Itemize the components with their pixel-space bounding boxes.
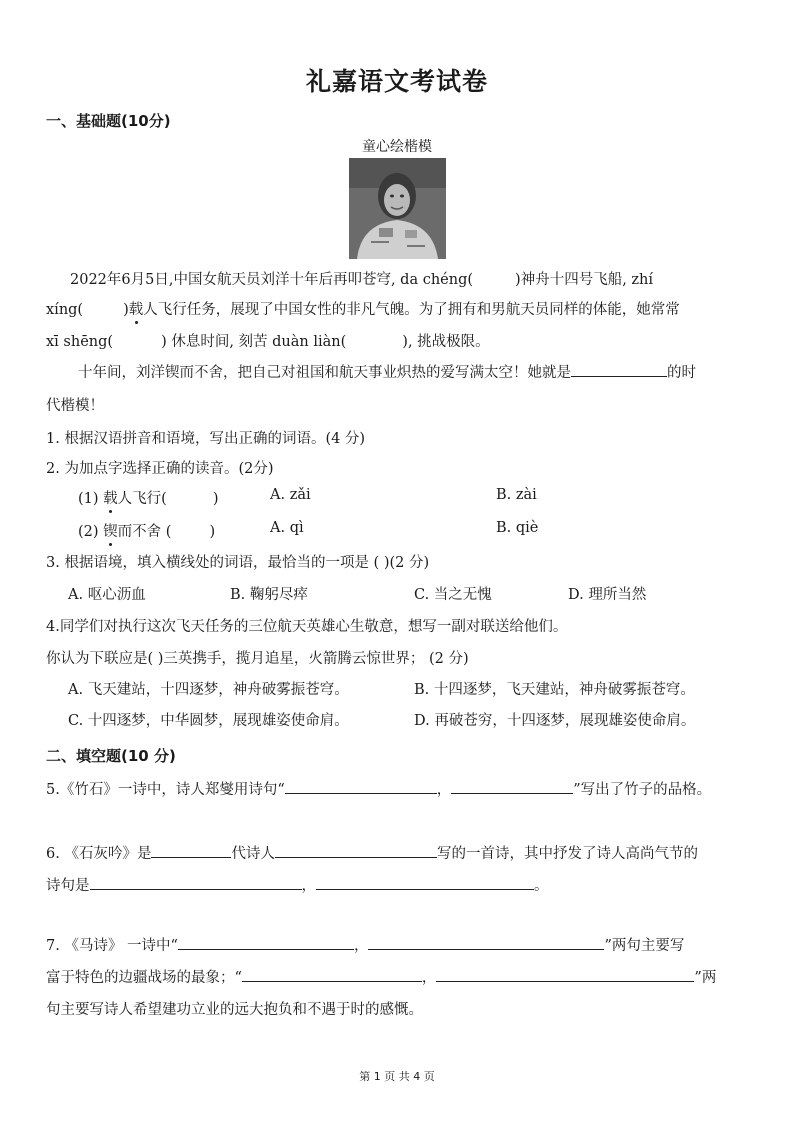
fill-blank-q6-1[interactable]	[90, 875, 302, 890]
question-text: 6. 《石灰吟》是	[46, 846, 152, 862]
pinyin-blank-zhixing[interactable]	[83, 300, 123, 314]
fill-blank-q7-3[interactable]	[242, 967, 422, 982]
question-2-stem: 2. 为加点字选择正确的读音。(2分)	[46, 461, 274, 477]
q2-item1-option-b[interactable]: B. zài	[496, 487, 537, 503]
passage-line-5: 代楷模！	[46, 398, 104, 414]
question-3-stem: 3. 根据语境，填入横线处的词语，最恰当的一项是 ( )(2 分)	[46, 555, 430, 571]
q2-item1-option-a[interactable]: A. zǎi	[270, 487, 311, 503]
fill-blank-q5-1[interactable]	[285, 779, 437, 794]
passage-text: )神舟十四号飞船, zhí	[515, 272, 654, 288]
page-footer: 第 1 页 共 4 页	[359, 1070, 435, 1083]
passage-text: 人飞行任务，展现了中国女性的非凡气魄。为了拥有和男航天员同样的体能，她常常	[143, 302, 680, 318]
q4-option-c[interactable]: C. 十四逐梦，中华圆梦，展现雄姿使命肩。	[68, 713, 349, 729]
question-7-line-1	[46, 934, 684, 955]
passage-line-1	[70, 268, 653, 289]
question-text: ”两句主要写	[604, 938, 685, 954]
question-text: ，	[301, 878, 316, 894]
question-7-line-2	[46, 966, 716, 987]
item-number: (1)	[78, 491, 99, 507]
item-text: )	[212, 491, 219, 507]
page-title: 礼嘉语文考试卷	[305, 67, 488, 96]
pinyin-blank-xisheng[interactable]	[113, 332, 161, 346]
passage-line-2	[46, 298, 680, 319]
fill-blank-q7-4[interactable]	[436, 967, 694, 982]
passage-line-3	[46, 330, 490, 351]
passage-text: 2022年6月5日,中国女航天员刘洋十年后再叩苍穹, da chéng(	[70, 272, 474, 288]
dotted-char-qie: 锲	[103, 520, 118, 541]
q3-option-b[interactable]: B. 鞠躬尽瘁	[230, 587, 308, 603]
item-text: )	[209, 524, 216, 540]
section-heading-basics: 一、基础题(10分)	[46, 112, 171, 130]
passage-text: )	[123, 302, 129, 318]
fill-blank-poet[interactable]	[275, 843, 437, 858]
fill-blank-role-model[interactable]	[571, 362, 667, 377]
passage-text: xíng(	[46, 302, 84, 318]
passage-text: 的时	[667, 365, 696, 381]
fill-blank-q6-2[interactable]	[316, 875, 534, 890]
fill-blank-q7-2[interactable]	[368, 935, 604, 950]
q2-item2-option-b[interactable]: B. qiè	[496, 520, 539, 536]
question-7-line-3: 句主要写诗人希望建功立业的远大抱负和不遇于时的感慨。	[46, 1002, 423, 1018]
question-text: ，	[421, 970, 437, 986]
passage-subtitle: 童心绘楷模	[362, 139, 432, 155]
question-6-line-1	[46, 842, 698, 863]
passage-line-4	[78, 361, 696, 382]
astronaut-photo	[349, 158, 446, 259]
question-6-line-2	[46, 874, 549, 895]
fill-blank-q5-2[interactable]	[451, 779, 573, 794]
question-5	[46, 778, 711, 799]
q2-item2-option-a[interactable]: A. qì	[270, 520, 304, 536]
question-text: 5.《竹石》一诗中，诗人郑燮用诗句“	[46, 782, 285, 798]
pinyin-blank-dacheng[interactable]	[473, 270, 515, 284]
passage-text: ), 挑战极限。	[402, 334, 490, 350]
section-heading-fill: 二、填空题(10 分)	[46, 747, 176, 765]
dotted-char-zai: 载	[103, 487, 118, 508]
question-text: ”两	[694, 970, 717, 986]
q4-option-a[interactable]: A. 飞天建站，十四逐梦，神舟破雾振苍穹。	[68, 682, 349, 698]
question-text: 写的一首诗，其中抒发了诗人高尚气节的	[436, 846, 698, 862]
fill-blank-dynasty[interactable]	[151, 843, 231, 858]
question-text: ，	[436, 782, 452, 798]
question-text: ”写出了竹子的品格。	[573, 782, 712, 798]
dotted-char-zai: 载	[129, 298, 144, 319]
question-2-item-1	[78, 487, 219, 508]
question-text: 诗句是	[46, 878, 90, 894]
item-text: 而不舍 (	[117, 524, 172, 540]
item-number: (2)	[78, 524, 99, 540]
q3-option-c[interactable]: C. 当之无愧	[414, 587, 492, 603]
passage-text: 十年间，刘洋锲而不舍，把自己对祖国和航天事业炽热的爱写满太空！她就是	[78, 365, 571, 381]
question-text: ，	[353, 938, 369, 954]
pinyin-blank-duanlian[interactable]	[346, 332, 402, 346]
question-1: 1. 根据汉语拼音和语境，写出正确的词语。(4 分)	[46, 431, 366, 447]
q4-option-d[interactable]: D. 再破苍穷，十四逐梦，展现雄姿使命肩。	[414, 713, 696, 729]
q3-option-a[interactable]: A. 呕心沥血	[68, 587, 146, 603]
question-text: 。	[534, 878, 549, 894]
question-text: 富于特色的边疆战场的最象；“	[46, 970, 242, 986]
question-4-stem: 4.同学们对执行这次飞天任务的三位航天英雄心生敬意，想写一副对联送给他们。	[46, 619, 568, 635]
fill-blank-q7-1[interactable]	[178, 935, 354, 950]
question-text: 代诗人	[231, 846, 275, 862]
passage-text: ) 休息时间, 刻苦 duàn liàn(	[161, 334, 347, 350]
question-text: 7. 《马诗》 一诗中“	[46, 938, 178, 954]
q4-option-b[interactable]: B. 十四逐梦，飞天建站，神舟破雾振苍穹。	[414, 682, 695, 698]
q3-option-d[interactable]: D. 理所当然	[568, 587, 647, 603]
item-text: 人飞行(	[117, 491, 167, 507]
passage-text: xī shēng(	[46, 334, 114, 350]
question-2-item-2	[78, 520, 215, 541]
question-4-line-2: 你认为下联应是( )三英携手，揽月追星，火箭腾云惊世界； (2 分)	[46, 651, 469, 667]
